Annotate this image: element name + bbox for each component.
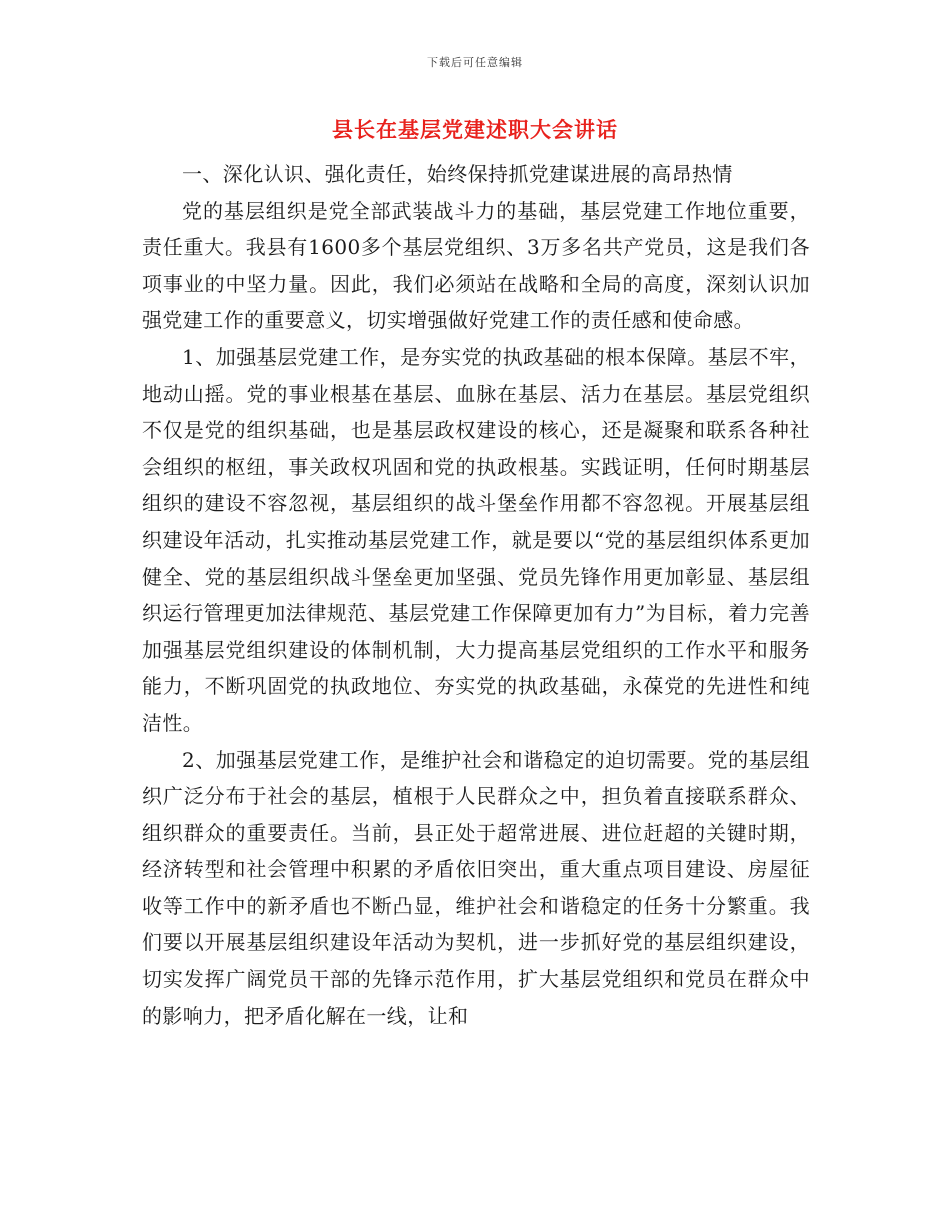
- section-heading: 一、深化认识、强化责任，始终保持抓党建谋进展的高昂热情: [182, 162, 733, 186]
- document-title: 县长在基层党建述职大会讲话: [332, 117, 618, 142]
- paragraph: 2、加强基层党建工作，是维护社会和谐稳定的迫切需要。党的基层组织广泛分布于社会的基层，植根于人民群众之中，担负着直接联系群众、组织群众的重要责任。当前，县正处于超常进展、进位赶超的关键时期，经济转型和社会管理中积累的矛盾依旧突出，重大重点项目建设、房屋征收等工作中的新矛盾也不断凸显，维护社会和谐稳定的任务十分繁重。我们要以开展基层组织建设年活动为契机，进一步抓好党的基层组织建设，切实发挥广阔党员干部的先锋示范作用，扩大基层党组织和党员在群众中的影响力，把矛盾化解在一线，让和: [142, 747, 810, 1028]
- header-note: 下载后可任意编辑: [427, 56, 523, 69]
- paragraph: 1、加强基层党建工作，是夯实党的执政基础的根本保障。基层不牢，地动山摇。党的事业根基在基层、血脉在基层、活力在基层。基层党组织不仅是党的组织基础，也是基层政权建设的核心，还是凝聚和联系各种社会组织的枢纽，事关政权巩固和党的执政根基。实践证明，任何时期基层组织的建设不容忽视，基层组织的战斗堡垒作用都不容忽视。开展基层组织建设年活动，扎实推动基层党建工作，就是要以“党的基层组织体系更加健全、党的基层组织战斗堡垒更加坚强、党员先锋作用更加彰显、基层组织运行管理更加法律规范、基层党建工作保障更加有力”为目标，着力完善加强基层党组织建设的体制机制，大力提高基层党组织的工作水平和服务能力，不断巩固党的执政地位、夯实党的执政基础，永葆党的先进性和纯洁性。: [142, 344, 810, 735]
- paragraph: 党的基层组织是党全部武装战斗力的基础，基层党建工作地位重要，责任重大。我县有1600多个基层党组织、3万多名共产党员，这是我们各项事业的中坚力量。因此，我们必须站在战略和全局的高度，深刻认识加强党建工作的重要意义，切实增强做好党建工作的责任感和使命感。: [142, 198, 810, 333]
- document-body: [142, 156, 810, 1034]
